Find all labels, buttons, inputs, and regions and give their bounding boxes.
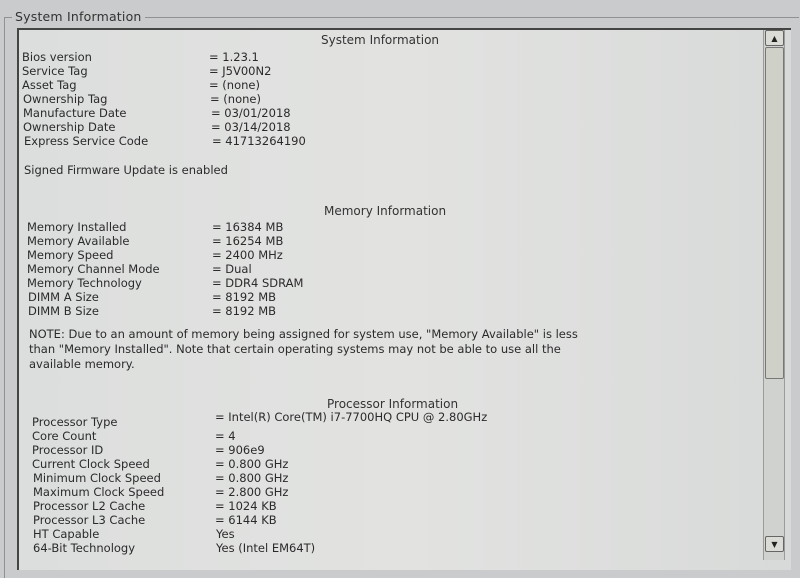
label: Memory Technology (27, 276, 142, 290)
scroll-down-button[interactable] (765, 536, 784, 552)
scrollbar-thumb[interactable] (765, 47, 784, 379)
value: Yes (216, 527, 235, 541)
value: = Intel(R) Core(TM) i7-7700HQ CPU @ 2.80GHz (215, 410, 488, 424)
label: Core Count (32, 429, 97, 443)
value: = 0.800 GHz (215, 471, 289, 485)
value: = 41713264190 (212, 134, 306, 148)
value: = 8192 MB (212, 304, 277, 318)
info-content (19, 30, 759, 570)
value: = 1024 KB (215, 499, 277, 513)
label: Memory Speed (27, 248, 114, 262)
system-section-title: System Information (321, 33, 440, 47)
label: Processor ID (32, 443, 104, 457)
memory-note (29, 327, 578, 372)
vertical-scrollbar[interactable] (763, 30, 785, 560)
arrow-down-icon: ▼ (771, 539, 778, 549)
label: 64-Bit Technology (33, 541, 136, 555)
memory-note-line-2: than "Memory Installed". Note that certain operating systems may not be able to use all the (29, 342, 561, 356)
label: Memory Installed (27, 220, 127, 234)
value: = (none) (210, 92, 261, 106)
label: HT Capable (33, 527, 100, 541)
label: Processor L3 Cache (33, 513, 146, 527)
label: Ownership Tag (23, 92, 108, 106)
label: Asset Tag (22, 78, 77, 92)
label: Processor Type (32, 415, 118, 429)
signed-firmware-status: Signed Firmware Update is enabled (24, 163, 228, 177)
label: Maximum Clock Speed (33, 485, 165, 499)
value: = Dual (212, 262, 252, 276)
value: = 03/01/2018 (211, 106, 291, 120)
label: Processor L2 Cache (33, 499, 146, 513)
value: = 2400 MHz (212, 248, 283, 262)
label: Memory Available (27, 234, 130, 248)
value: = DDR4 SDRAM (212, 276, 304, 290)
value: = (none) (209, 78, 260, 92)
memory-note-line-1: NOTE: Due to an amount of memory being assigned for system use, "Memory Available" is less (29, 327, 578, 341)
label: Express Service Code (24, 134, 149, 148)
label: DIMM A Size (28, 290, 99, 304)
value: = 8192 MB (212, 290, 277, 304)
label: Manufacture Date (23, 106, 127, 120)
value: = 906e9 (215, 443, 265, 457)
label: Bios version (22, 50, 92, 64)
value: = J5V00N2 (209, 64, 272, 78)
label: Memory Channel Mode (27, 262, 160, 276)
label: Service Tag (22, 64, 88, 78)
value: = 03/14/2018 (211, 120, 291, 134)
info-panel (17, 28, 791, 570)
value: = 4 (215, 429, 236, 443)
value: Yes (Intel EM64T) (216, 541, 316, 555)
value: = 16254 MB (212, 234, 284, 248)
value: = 0.800 GHz (215, 457, 289, 471)
processor-section-title: Processor Information (327, 397, 459, 411)
group-title: System Information (12, 9, 145, 24)
label: Current Clock Speed (32, 457, 150, 471)
memory-note-line-3: available memory. (29, 357, 135, 371)
label: Minimum Clock Speed (33, 471, 161, 485)
value: = 2.800 GHz (215, 485, 289, 499)
value: = 16384 MB (212, 220, 284, 234)
label: Ownership Date (23, 120, 116, 134)
memory-section-title: Memory Information (324, 204, 447, 218)
label: DIMM B Size (28, 304, 99, 318)
value: = 6144 KB (215, 513, 277, 527)
value: = 1.23.1 (209, 50, 259, 64)
arrow-up-icon: ▲ (771, 33, 778, 43)
scroll-up-button[interactable] (765, 30, 784, 46)
